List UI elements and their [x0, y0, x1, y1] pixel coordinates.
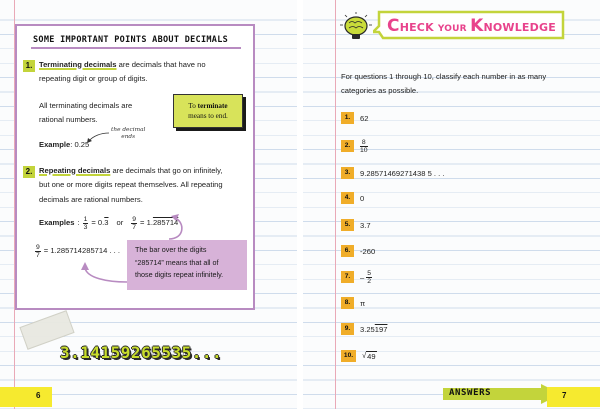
question-7: 7. – $\frac{5}{2}$ [341, 267, 372, 287]
question-number: 3. [341, 167, 354, 179]
fraction-nine-sevenths: $\frac{9}{7}$ [132, 216, 137, 231]
question-number: 1. [341, 112, 354, 124]
question-number: 10. [341, 350, 356, 362]
page-number-left: 6 [36, 391, 41, 400]
question-3: 3. 9.28571469271438 5 . . . [341, 166, 444, 180]
title-underline [31, 47, 241, 49]
handwritten-note: the decimal ends [111, 127, 146, 140]
fraction-nine-sevenths-2: $\frac{9}{7}$ [36, 244, 40, 259]
term-terminating: Terminating decimals [39, 60, 117, 69]
footer-strip-left [0, 387, 52, 407]
question-10 [341, 349, 377, 363]
question-number: 4. [341, 192, 354, 204]
pi-digits: 3.14159265535... [60, 343, 223, 362]
point-1-text: Terminating decimals are decimals that have no repeating digit or group of digits. [39, 60, 206, 84]
question-number: 9. [341, 323, 354, 335]
question-number: 5. [341, 219, 354, 231]
point-2-examples: Examples : $\frac{1}{3}$ = 0. 3 or $\frac{9}{7}$ = 1. 285714 [39, 216, 179, 231]
term-repeating: Repeating decimals [39, 166, 111, 175]
instructions: For questions 1 through 10, classify each number in as many categories as possible. [341, 72, 547, 96]
fraction: $\frac{5}{2}$ [367, 269, 372, 285]
question-number: 8. [341, 297, 354, 309]
fraction: $\frac{8}{10}$ [360, 138, 368, 154]
point-1-example: Example: 0.25 [39, 140, 90, 149]
bar-explanation-callout: The bar over the digits “285714” means that all of those digits repeat infinitely. [127, 240, 247, 290]
right-page [303, 0, 600, 409]
question-5: 5. 3.7 [341, 218, 371, 232]
brain-icon [340, 12, 372, 40]
terminate-definition-card: To terminate means to end. [173, 94, 243, 128]
square-root: √ 49 [362, 351, 376, 361]
question-number: 2. [341, 140, 354, 152]
point-2-text: Repeating decimals are decimals that go on infinitely, but one or more digits repeat themselves. All repeating decimals are rational numbers. [39, 166, 223, 204]
banner-title: CHECK YOUR KNOWLEDGE [387, 16, 556, 36]
margin-line-right [335, 0, 336, 409]
point-2-expansion: $\frac{9}{7}$ = 1.285714285714 . . . [36, 244, 120, 259]
point-1-badge: 1. [23, 60, 35, 72]
check-your-knowledge-banner [373, 10, 567, 40]
question-9: 9. 3.25 197 [341, 322, 387, 336]
question-1: 1. 62 [341, 111, 368, 125]
page-number-right: 7 [562, 391, 567, 400]
fraction-one-third: $\frac{1}{3}$ [83, 216, 88, 231]
left-page [0, 0, 297, 409]
question-6: 6. -260 [341, 244, 375, 258]
point-2-badge: 2. [23, 166, 35, 178]
footer-strip-right [547, 387, 600, 407]
answers-link[interactable]: ANSWERS [449, 388, 492, 398]
box-title: SOME IMPORTANT POINTS ABOUT DECIMALS [33, 35, 229, 45]
question-number: 6. [341, 245, 354, 257]
question-number: 7. [341, 271, 354, 283]
question-4: 4. 0 [341, 191, 364, 205]
point-1-rational-note: All terminating decimals are rational numbers. [39, 101, 133, 125]
question-2 [341, 137, 368, 155]
question-8: 8. π [341, 296, 365, 310]
